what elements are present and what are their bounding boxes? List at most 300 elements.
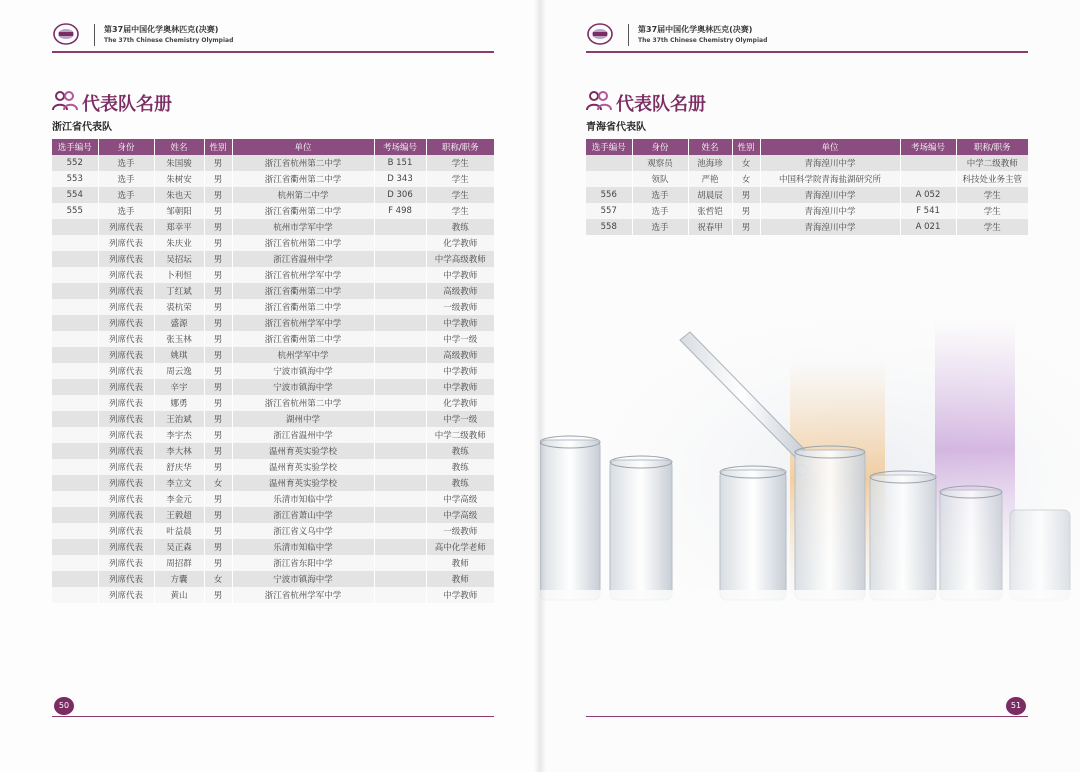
cell-athlete-no: [52, 475, 98, 491]
cell-title: 高中化学老师: [426, 539, 494, 555]
page-number: 50: [54, 697, 74, 715]
cell-role: 列席代表: [98, 587, 154, 603]
cell-gender: 男: [204, 315, 232, 331]
cell-athlete-no: [52, 363, 98, 379]
page-gutter: [534, 0, 546, 772]
cell-athlete-no: [52, 587, 98, 603]
cell-exam-room: [374, 395, 426, 411]
cell-organization: 浙江省衢州第二中学: [232, 283, 374, 299]
cell-organization: 乐清市知临中学: [232, 539, 374, 555]
cell-name: 卜利恒: [154, 267, 204, 283]
cell-gender: 女: [732, 155, 760, 171]
cell-gender: 男: [204, 587, 232, 603]
table-row: [52, 171, 494, 187]
footer-rule: [52, 716, 494, 717]
table-row: [586, 155, 1028, 171]
cell-exam-room: [374, 411, 426, 427]
table-row: [52, 347, 494, 363]
cell-gender: 男: [204, 267, 232, 283]
cell-gender: 男: [204, 459, 232, 475]
cell-exam-room: [374, 299, 426, 315]
cell-athlete-no: [52, 555, 98, 571]
cell-title: 学生: [426, 171, 494, 187]
cell-name: 娜勇: [154, 395, 204, 411]
column-header-athlete-no: 选手编号: [586, 139, 632, 155]
cell-organization: 浙江省杭州学军中学: [232, 267, 374, 283]
cell-title: 一级教师: [426, 523, 494, 539]
cell-athlete-no: [52, 443, 98, 459]
table-row: [52, 363, 494, 379]
roster-table: [52, 139, 494, 603]
cell-athlete-no: [52, 299, 98, 315]
cell-athlete-no: [52, 283, 98, 299]
cell-exam-room: [374, 379, 426, 395]
cell-exam-room: [374, 507, 426, 523]
cell-athlete-no: [52, 379, 98, 395]
cell-gender: 男: [732, 187, 760, 203]
cell-athlete-no: [52, 571, 98, 587]
section-title-text: 代表队名册: [616, 94, 706, 115]
cell-role: 列席代表: [98, 411, 154, 427]
cell-organization: 温州育英实验学校: [232, 443, 374, 459]
cell-name: 叶益晨: [154, 523, 204, 539]
table-row: [52, 571, 494, 587]
cell-exam-room: [374, 251, 426, 267]
cell-athlete-no: [52, 331, 98, 347]
cell-role: 列席代表: [98, 491, 154, 507]
table-row: [52, 267, 494, 283]
cell-exam-room: [374, 283, 426, 299]
table-row: [52, 555, 494, 571]
table-header-row: [52, 139, 494, 155]
cell-athlete-no: [52, 251, 98, 267]
table-row: [52, 235, 494, 251]
cell-organization: 宁波市镇海中学: [232, 379, 374, 395]
cell-role: 列席代表: [98, 459, 154, 475]
header-title: 第37届中国化学奥林匹克(决赛): [104, 25, 219, 34]
cell-athlete-no: [52, 539, 98, 555]
cell-gender: 男: [204, 251, 232, 267]
cell-title: 教练: [426, 459, 494, 475]
cell-name: 李宇杰: [154, 427, 204, 443]
footer-rule: [586, 716, 1028, 717]
cell-athlete-no: [52, 315, 98, 331]
cell-exam-room: [900, 155, 956, 171]
cell-role: 观察员: [632, 155, 688, 171]
table-row: [52, 459, 494, 475]
column-header-title: 职称/职务: [956, 139, 1028, 155]
cell-title: 学生: [426, 203, 494, 219]
cell-exam-room: [374, 267, 426, 283]
cell-title: 中学二级教师: [956, 155, 1028, 171]
cell-role: 领队: [632, 171, 688, 187]
cell-gender: 男: [204, 491, 232, 507]
table-row: [52, 203, 494, 219]
cell-exam-room: [374, 235, 426, 251]
table-row: [52, 331, 494, 347]
table-row: [52, 251, 494, 267]
cell-title: 中学教师: [426, 587, 494, 603]
cell-gender: 男: [204, 395, 232, 411]
cell-organization: 宁波市镇海中学: [232, 363, 374, 379]
column-header-role: 身份: [98, 139, 154, 155]
cell-athlete-no: [52, 491, 98, 507]
cell-role: 列席代表: [98, 379, 154, 395]
cell-name: 李大林: [154, 443, 204, 459]
table-row: [586, 219, 1028, 235]
cell-exam-room: [374, 219, 426, 235]
cell-organization: 乐清市知临中学: [232, 491, 374, 507]
cell-name: 李立文: [154, 475, 204, 491]
cell-athlete-no: [52, 395, 98, 411]
page-number: 51: [1006, 697, 1026, 715]
column-header-role: 身份: [632, 139, 688, 155]
cell-gender: 男: [204, 187, 232, 203]
cell-role: 列席代表: [98, 395, 154, 411]
cell-name: 姚琪: [154, 347, 204, 363]
cell-title: 中学二级教师: [426, 427, 494, 443]
cell-organization: 浙江省衢州第二中学: [232, 203, 374, 219]
cell-title: 中学教师: [426, 379, 494, 395]
cell-name: 方囊: [154, 571, 204, 587]
cell-title: 高级教师: [426, 347, 494, 363]
cell-exam-room: [374, 459, 426, 475]
cell-title: 化学教师: [426, 235, 494, 251]
cell-organization: 温州育英实验学校: [232, 475, 374, 491]
cell-gender: 男: [204, 411, 232, 427]
cell-exam-room: A 021: [900, 219, 956, 235]
cell-role: 选手: [98, 155, 154, 171]
cell-name: 胡晨辰: [688, 187, 732, 203]
cell-role: 列席代表: [98, 443, 154, 459]
cell-title: 教师: [426, 571, 494, 587]
header-rule: [52, 51, 494, 53]
cell-exam-room: B 151: [374, 155, 426, 171]
table-row: [52, 283, 494, 299]
cell-gender: 男: [732, 203, 760, 219]
cell-organization: 浙江省东阳中学: [232, 555, 374, 571]
table-row: [52, 507, 494, 523]
cell-name: 祝春甲: [688, 219, 732, 235]
cell-organization: 浙江省杭州第二中学: [232, 395, 374, 411]
cell-organization: 浙江省衢州第二中学: [232, 171, 374, 187]
cell-athlete-no: [52, 411, 98, 427]
table-row: [52, 475, 494, 491]
cell-exam-room: F 541: [900, 203, 956, 219]
cell-gender: 女: [204, 571, 232, 587]
cell-title: 化学教师: [426, 395, 494, 411]
column-header-organization: 单位: [760, 139, 900, 155]
column-header-name: 姓名: [154, 139, 204, 155]
cell-gender: 男: [204, 555, 232, 571]
cell-organization: 浙江省衢州第二中学: [232, 299, 374, 315]
cell-name: 朱国骏: [154, 155, 204, 171]
cell-exam-room: D 306: [374, 187, 426, 203]
cell-athlete-no: [52, 267, 98, 283]
cell-gender: 男: [204, 507, 232, 523]
cell-organization: 浙江省义乌中学: [232, 523, 374, 539]
cell-exam-room: [374, 443, 426, 459]
cell-role: 列席代表: [98, 283, 154, 299]
cell-athlete-no: 554: [52, 187, 98, 203]
cell-name: 辛宇: [154, 379, 204, 395]
cell-gender: 男: [204, 331, 232, 347]
cell-role: 选手: [632, 219, 688, 235]
cell-title: 中学一级: [426, 331, 494, 347]
cell-name: 裘杭荣: [154, 299, 204, 315]
cell-name: 朱树安: [154, 171, 204, 187]
cell-gender: 男: [204, 539, 232, 555]
cell-gender: 男: [204, 427, 232, 443]
cell-name: 周招群: [154, 555, 204, 571]
people-icon: [52, 90, 78, 112]
cell-role: 列席代表: [98, 347, 154, 363]
cell-name: 舒庆华: [154, 459, 204, 475]
cell-athlete-no: [52, 523, 98, 539]
cell-exam-room: [374, 331, 426, 347]
cell-title: 学生: [956, 203, 1028, 219]
cell-name: 严艳: [688, 171, 732, 187]
cell-name: 池海珍: [688, 155, 732, 171]
cell-role: 选手: [98, 171, 154, 187]
cell-organization: 浙江省杭州第二中学: [232, 235, 374, 251]
cell-role: 选手: [98, 203, 154, 219]
cell-organization: 青海湟川中学: [760, 155, 900, 171]
cell-exam-room: [374, 555, 426, 571]
cell-name: 张玉林: [154, 331, 204, 347]
cell-title: 中学教师: [426, 363, 494, 379]
cell-organization: 杭州第二中学: [232, 187, 374, 203]
team-name: 浙江省代表队: [52, 122, 112, 133]
cell-exam-room: [900, 171, 956, 187]
cell-gender: 男: [204, 347, 232, 363]
header-divider: [628, 24, 629, 46]
table-row: [52, 539, 494, 555]
cell-organization: 浙江省萧山中学: [232, 507, 374, 523]
cell-role: 列席代表: [98, 363, 154, 379]
cell-title: 教练: [426, 219, 494, 235]
cell-role: 列席代表: [98, 523, 154, 539]
cell-organization: 浙江省温州中学: [232, 427, 374, 443]
cell-title: 一级教师: [426, 299, 494, 315]
cell-exam-room: [374, 491, 426, 507]
cell-gender: 男: [204, 443, 232, 459]
cell-title: 中学高级: [426, 507, 494, 523]
cell-organization: 浙江省衢州第二中学: [232, 331, 374, 347]
cell-athlete-no: [52, 459, 98, 475]
cell-name: 李金元: [154, 491, 204, 507]
cell-role: 选手: [632, 203, 688, 219]
cell-gender: 男: [204, 379, 232, 395]
cell-name: 朱也天: [154, 187, 204, 203]
cell-title: 学生: [426, 155, 494, 171]
cell-role: 选手: [98, 187, 154, 203]
cell-role: 列席代表: [98, 267, 154, 283]
table-row: [52, 187, 494, 203]
cell-gender: 男: [204, 171, 232, 187]
cell-role: 列席代表: [98, 427, 154, 443]
header-title: 第37届中国化学奥林匹克(决赛): [638, 25, 753, 34]
cell-title: 学生: [956, 187, 1028, 203]
cell-organization: 湖州中学: [232, 411, 374, 427]
header-subtitle: The 37th Chinese Chemistry Olympiad: [638, 37, 768, 44]
cell-athlete-no: [52, 219, 98, 235]
cell-role: 列席代表: [98, 315, 154, 331]
cell-organization: 青海湟川中学: [760, 219, 900, 235]
cell-organization: 青海湟川中学: [760, 187, 900, 203]
cell-title: 中学教师: [426, 267, 494, 283]
cell-role: 列席代表: [98, 235, 154, 251]
cell-exam-room: [374, 315, 426, 331]
right-page: [540, 0, 1080, 772]
column-header-gender: 性别: [204, 139, 232, 155]
column-header-exam-room: 考场编号: [900, 139, 956, 155]
cell-exam-room: F 498: [374, 203, 426, 219]
cell-role: 列席代表: [98, 539, 154, 555]
olympiad-logo-icon: [52, 22, 80, 46]
cell-organization: 温州育英实验学校: [232, 459, 374, 475]
cell-exam-room: [374, 539, 426, 555]
cell-gender: 男: [204, 155, 232, 171]
cell-exam-room: [374, 587, 426, 603]
cell-title: 中学高级教师: [426, 251, 494, 267]
cell-name: 盛源: [154, 315, 204, 331]
section-title-text: 代表队名册: [82, 94, 172, 115]
cell-organization: 中国科学院青海盐湖研究所: [760, 171, 900, 187]
cell-gender: 男: [204, 363, 232, 379]
cell-organization: 杭州市学军中学: [232, 219, 374, 235]
cell-role: 列席代表: [98, 555, 154, 571]
cell-gender: 男: [204, 299, 232, 315]
cell-athlete-no: 552: [52, 155, 98, 171]
cell-title: 高级教师: [426, 283, 494, 299]
cell-exam-room: [374, 347, 426, 363]
table-row: [52, 491, 494, 507]
cell-name: 黄山: [154, 587, 204, 603]
cell-athlete-no: [52, 507, 98, 523]
cell-role: 列席代表: [98, 219, 154, 235]
header-rule: [586, 51, 1028, 53]
column-header-organization: 单位: [232, 139, 374, 155]
cell-role: 列席代表: [98, 251, 154, 267]
table-row: [52, 219, 494, 235]
cell-gender: 男: [732, 219, 760, 235]
cell-gender: 男: [204, 203, 232, 219]
cell-name: 朱庆业: [154, 235, 204, 251]
column-header-athlete-no: 选手编号: [52, 139, 98, 155]
olympiad-logo-icon: [586, 22, 614, 46]
team-name: 青海省代表队: [586, 122, 646, 133]
cell-athlete-no: [586, 171, 632, 187]
cell-athlete-no: [52, 235, 98, 251]
cell-gender: 男: [204, 283, 232, 299]
cell-athlete-no: 558: [586, 219, 632, 235]
cell-name: 王毅超: [154, 507, 204, 523]
cell-title: 科技处业务主管: [956, 171, 1028, 187]
cell-athlete-no: [52, 347, 98, 363]
cell-name: 郑幸平: [154, 219, 204, 235]
cell-athlete-no: [52, 427, 98, 443]
cell-gender: 男: [204, 235, 232, 251]
cell-athlete-no: 557: [586, 203, 632, 219]
cell-title: 教师: [426, 555, 494, 571]
cell-title: 教练: [426, 475, 494, 491]
cell-role: 列席代表: [98, 571, 154, 587]
cell-organization: 浙江省杭州学军中学: [232, 587, 374, 603]
table-row: [52, 443, 494, 459]
table-row: [52, 315, 494, 331]
cell-name: 邹朝阳: [154, 203, 204, 219]
table-row: [52, 427, 494, 443]
cell-athlete-no: 553: [52, 171, 98, 187]
cell-role: 列席代表: [98, 507, 154, 523]
table-row: [586, 187, 1028, 203]
cell-athlete-no: 556: [586, 187, 632, 203]
header-subtitle: The 37th Chinese Chemistry Olympiad: [104, 37, 234, 44]
cell-organization: 青海湟川中学: [760, 203, 900, 219]
cell-name: 周云逸: [154, 363, 204, 379]
roster-table: [586, 139, 1028, 235]
cell-athlete-no: 555: [52, 203, 98, 219]
cell-gender: 男: [204, 219, 232, 235]
table-header-row: [586, 139, 1028, 155]
cell-role: 列席代表: [98, 475, 154, 491]
cell-exam-room: [374, 363, 426, 379]
cell-title: 教练: [426, 443, 494, 459]
cell-gender: 男: [204, 523, 232, 539]
table-row: [52, 411, 494, 427]
cell-exam-room: [374, 475, 426, 491]
table-row: [52, 587, 494, 603]
cell-organization: 杭州学军中学: [232, 347, 374, 363]
cell-role: 列席代表: [98, 331, 154, 347]
table-row: [52, 379, 494, 395]
cell-organization: 宁波市镇海中学: [232, 571, 374, 587]
cell-role: 列席代表: [98, 299, 154, 315]
lab-glassware-illustration: [540, 300, 1080, 620]
table-row: [52, 155, 494, 171]
cell-title: 学生: [426, 187, 494, 203]
cell-organization: 浙江省杭州学军中学: [232, 315, 374, 331]
header-divider: [94, 24, 95, 46]
table-row: [586, 203, 1028, 219]
cell-name: 吴正森: [154, 539, 204, 555]
cell-title: 中学高级: [426, 491, 494, 507]
cell-name: 张哲铠: [688, 203, 732, 219]
people-icon: [586, 90, 612, 112]
cell-gender: 女: [204, 475, 232, 491]
cell-name: 吴招坛: [154, 251, 204, 267]
cell-gender: 女: [732, 171, 760, 187]
cell-name: 王治斌: [154, 411, 204, 427]
column-header-exam-room: 考场编号: [374, 139, 426, 155]
cell-exam-room: [374, 523, 426, 539]
table-row: [52, 395, 494, 411]
cell-role: 选手: [632, 187, 688, 203]
cell-name: 丁红斌: [154, 283, 204, 299]
table-row: [586, 171, 1028, 187]
table-row: [52, 299, 494, 315]
table-row: [52, 523, 494, 539]
column-header-gender: 性别: [732, 139, 760, 155]
column-header-title: 职称/职务: [426, 139, 494, 155]
cell-exam-room: D 343: [374, 171, 426, 187]
cell-exam-room: A 052: [900, 187, 956, 203]
cell-exam-room: [374, 427, 426, 443]
cell-title: 中学一级: [426, 411, 494, 427]
cell-exam-room: [374, 571, 426, 587]
cell-title: 学生: [956, 219, 1028, 235]
